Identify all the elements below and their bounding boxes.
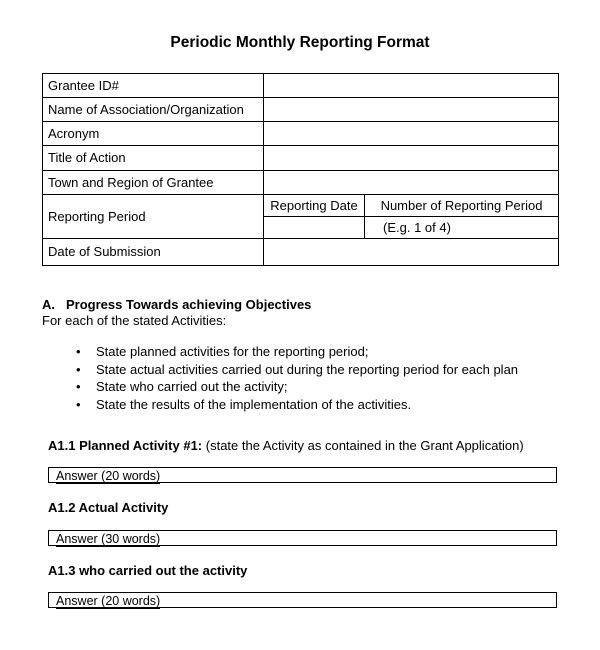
section-a-intro: For each of the stated Activities: bbox=[42, 313, 227, 328]
answer-a1-2-placeholder: Answer (30 words) bbox=[56, 532, 161, 546]
question-a1-2: A1.2 Actual Activity bbox=[48, 500, 169, 515]
list-item: • State the results of the implementation of the activities. bbox=[76, 396, 412, 412]
answer-a1-1-box[interactable] bbox=[48, 467, 557, 483]
document-title: Periodic Monthly Reporting Format bbox=[170, 34, 430, 51]
instruction-list bbox=[76, 343, 518, 413]
reporting-date-header: Reporting Date bbox=[264, 194, 365, 216]
reporting-period-label: Reporting Period bbox=[43, 194, 264, 238]
section-a-label: A. bbox=[42, 297, 55, 312]
association-name-field[interactable] bbox=[264, 98, 559, 122]
section-a-title: Progress Towards achieving Objectives bbox=[66, 297, 312, 312]
list-item: • State who carried out the activity; bbox=[76, 379, 288, 394]
town-region-label: Town and Region of Grantee bbox=[43, 170, 264, 194]
date-of-submission-field[interactable] bbox=[264, 238, 559, 265]
period-example: (E.g. 1 of 4) bbox=[365, 216, 559, 238]
answer-a1-3-placeholder: Answer (20 words) bbox=[56, 594, 161, 608]
town-region-field[interactable] bbox=[264, 170, 559, 194]
reporting-date-field[interactable] bbox=[264, 216, 365, 238]
grantee-info-table bbox=[42, 73, 559, 266]
section-a-heading bbox=[42, 297, 311, 312]
answer-a1-2-box[interactable] bbox=[48, 530, 557, 546]
grantee-id-label: Grantee ID# bbox=[43, 74, 264, 98]
acronym-label: Acronym bbox=[43, 122, 264, 146]
acronym-field[interactable] bbox=[264, 122, 559, 146]
association-name-label: Name of Association/Organization bbox=[43, 98, 264, 122]
question-a1-3: A1.3 who carried out the activity bbox=[48, 563, 248, 578]
number-of-period-header: Number of Reporting Period bbox=[365, 194, 559, 216]
question-a1-1: A1.1 Planned Activity #1: (state the Activity as contained in the Grant Application) bbox=[48, 438, 524, 453]
title-of-action-field[interactable] bbox=[264, 146, 559, 170]
list-item: • State actual activities carried out during the reporting period for each plan bbox=[76, 361, 519, 377]
grantee-id-field[interactable] bbox=[264, 74, 559, 98]
date-of-submission-label: Date of Submission bbox=[43, 238, 264, 265]
answer-a1-1-placeholder: Answer (20 words) bbox=[56, 469, 161, 483]
answer-a1-3-box[interactable] bbox=[48, 592, 557, 608]
list-item: • State planned activities for the reporting period; bbox=[76, 344, 369, 359]
title-of-action-label: Title of Action bbox=[43, 146, 264, 170]
